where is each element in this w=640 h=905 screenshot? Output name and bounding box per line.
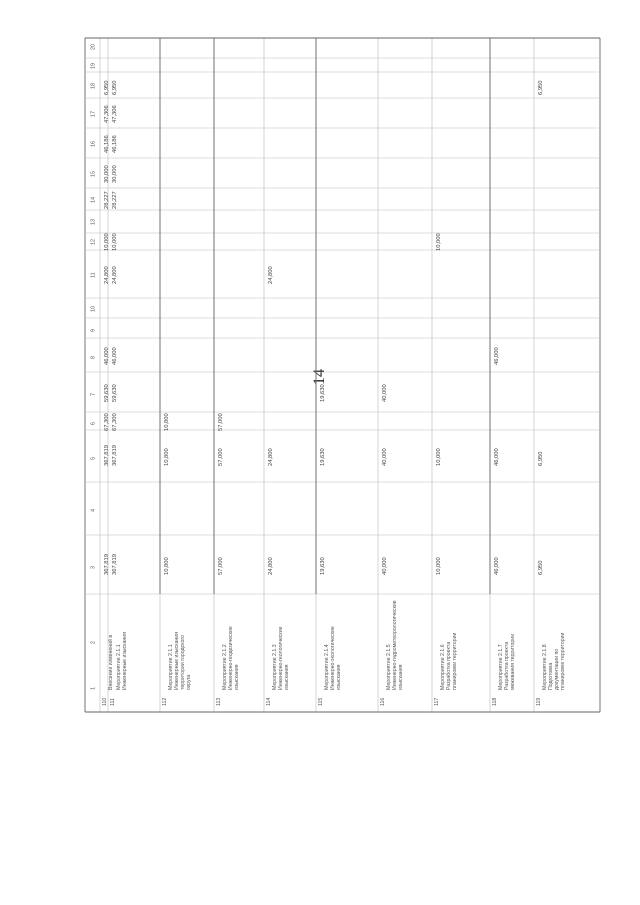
cell-value-c7: 59,630 xyxy=(104,384,110,402)
row-description-line: Инженерно-геодезические xyxy=(228,626,234,690)
cell-value-c12: 10,000 xyxy=(112,233,118,251)
cell-value-c18: 6,950 xyxy=(112,80,118,95)
row-id-114: 114 xyxy=(266,697,272,706)
row-description-line: Инженерные изыскания xyxy=(174,632,180,690)
cell-value-c8: 46,000 xyxy=(494,347,500,365)
column-header-15: 15 xyxy=(90,171,97,177)
row-description-line: Мероприятие 2.1.2 xyxy=(222,644,228,690)
cell-value-c12: 10,000 xyxy=(436,233,442,251)
cell-value-c11: 24,800 xyxy=(268,266,274,284)
cell-value-c5: 367,819 xyxy=(112,445,118,466)
cell-value-c5: 46,000 xyxy=(494,448,500,466)
cell-value-c15: 30,000 xyxy=(112,165,118,183)
cell-value-c11: 24,800 xyxy=(104,266,110,284)
column-header-2: 2 xyxy=(90,641,97,644)
cell-value-c5: 19,630 xyxy=(320,448,326,466)
row-description-line: изыскания xyxy=(234,664,240,690)
column-header-3: 3 xyxy=(90,566,97,569)
cell-value-c17: 47,306 xyxy=(112,105,118,123)
column-header-10: 10 xyxy=(90,306,97,312)
cell-value-c18: 6,950 xyxy=(538,80,544,95)
row-description-line: Подготовка xyxy=(548,662,554,690)
column-header-5: 5 xyxy=(90,457,97,460)
cell-value-c7: 40,000 xyxy=(382,384,388,402)
row-description-line: изыскания xyxy=(398,664,404,690)
column-header-4: 4 xyxy=(90,509,97,512)
column-header-20: 20 xyxy=(90,44,97,50)
cell-value-c5: 10,800 xyxy=(164,448,170,466)
column-header-12: 12 xyxy=(90,239,97,245)
cell-value-c5: 24,800 xyxy=(268,448,274,466)
cell-value-c5: 10,000 xyxy=(436,448,442,466)
row-description-line: Разработка проекта xyxy=(504,641,510,690)
row-description-line: Мероприятие 2.1.1 xyxy=(168,644,174,690)
row-description-line: Мероприятие 2.1.6 xyxy=(440,644,446,690)
cell-value-c14: 28,227 xyxy=(104,191,110,209)
column-header-7: 7 xyxy=(90,393,97,396)
cell-value-c7: 19,630 xyxy=(320,384,326,402)
column-header-13: 13 xyxy=(90,219,97,225)
column-header-14: 14 xyxy=(90,197,97,203)
row-description-line: Мероприятие 2.1.1 xyxy=(116,644,122,690)
cell-value-c8: 46,000 xyxy=(112,347,118,365)
cell-value-c5: 367,819 xyxy=(104,445,110,466)
row-description-line: Инженерные изыскания xyxy=(122,632,128,690)
cell-value-c3: 19,630 xyxy=(320,557,326,575)
column-header-16: 16 xyxy=(90,141,97,147)
row-id-119: 119 xyxy=(536,697,542,706)
cell-value-c14: 28,227 xyxy=(112,191,118,209)
column-header-17: 17 xyxy=(90,111,97,117)
row-id-110: 110 xyxy=(102,697,108,706)
page-number: 14 xyxy=(311,369,328,385)
row-description-line: изыскания xyxy=(336,664,342,690)
row-id-113: 113 xyxy=(216,697,222,706)
row-id-116: 116 xyxy=(380,697,386,706)
cell-value-c18: 6,950 xyxy=(104,80,110,95)
column-header-1: 1 xyxy=(90,687,97,690)
row-description-line: изыскания xyxy=(284,664,290,690)
row-id-117: 117 xyxy=(434,697,440,706)
cell-value-c5: 6,950 xyxy=(538,451,544,466)
row-id-111: 111 xyxy=(110,698,116,706)
cell-value-c3: 10,800 xyxy=(164,557,170,575)
row-description-line: округа xyxy=(186,674,192,690)
row-description-line: Мероприятие 2.1.3 xyxy=(272,644,278,690)
row-description-line: территории городского xyxy=(180,634,186,690)
cell-value-c17: 47,306 xyxy=(104,105,110,123)
cell-value-c3: 10,000 xyxy=(436,557,442,575)
column-header-19: 19 xyxy=(90,63,97,69)
cell-value-c8: 46,000 xyxy=(104,347,110,365)
row-description-line: межевания территории xyxy=(510,633,516,690)
column-header-18: 18 xyxy=(90,83,97,89)
cell-value-c15: 30,000 xyxy=(104,165,110,183)
row-description-line: Инженерно-геологические xyxy=(278,626,284,690)
cell-value-c16: 46,186 xyxy=(104,135,110,153)
row-description-line: Мероприятие 2.1.4 xyxy=(324,644,330,690)
cell-value-c5: 40,000 xyxy=(382,448,388,466)
cell-value-c3: 367,819 xyxy=(104,554,110,575)
cell-value-c16: 46,186 xyxy=(112,135,118,153)
cell-value-c3: 57,000 xyxy=(218,557,224,575)
row-description-line: Разработка проекта xyxy=(446,641,452,690)
row-description-line: Инженерно-гидрометеорологические xyxy=(392,600,398,690)
cell-value-c6: 67,300 xyxy=(104,413,110,431)
row-description-line: документации по xyxy=(554,648,560,690)
cell-value-c3: 46,000 xyxy=(494,557,500,575)
column-header-9: 9 xyxy=(90,329,97,332)
column-header-11: 11 xyxy=(90,272,97,278)
row-description-line: Инженерно-экологические xyxy=(330,626,336,690)
cell-value-c3: 6,950 xyxy=(538,560,544,575)
cell-value-c3: 367,819 xyxy=(112,554,118,575)
column-header-6: 6 xyxy=(90,422,97,425)
row-description-line: планировки территории xyxy=(452,632,458,690)
cell-value-c5: 57,000 xyxy=(218,448,224,466)
cell-value-c6: 10,800 xyxy=(164,413,170,431)
table-text xyxy=(91,44,567,706)
column-header-8: 8 xyxy=(90,356,97,359)
row-description-line: планировке территории xyxy=(560,632,566,690)
cell-value-c11: 24,800 xyxy=(112,266,118,284)
cell-value-c6: 57,000 xyxy=(218,413,224,431)
row-description-line: Мероприятие 2.1.5 xyxy=(386,644,392,690)
row-description-line: Мероприятие 2.1.8 xyxy=(542,644,548,690)
row-id-112: 112 xyxy=(162,697,168,706)
cell-value-c7: 59,630 xyxy=(112,384,118,402)
row-id-118: 118 xyxy=(492,697,498,706)
row-id-115: 115 xyxy=(318,697,324,706)
row-description-line: Внесение изменений в xyxy=(108,634,114,690)
cell-value-c3: 24,800 xyxy=(268,557,274,575)
cell-value-c6: 67,300 xyxy=(112,413,118,431)
row-description-line: Мероприятие 2.1.7 xyxy=(498,644,504,690)
cell-value-c12: 10,000 xyxy=(104,233,110,251)
cell-value-c3: 40,000 xyxy=(382,557,388,575)
table-grid xyxy=(85,38,600,712)
